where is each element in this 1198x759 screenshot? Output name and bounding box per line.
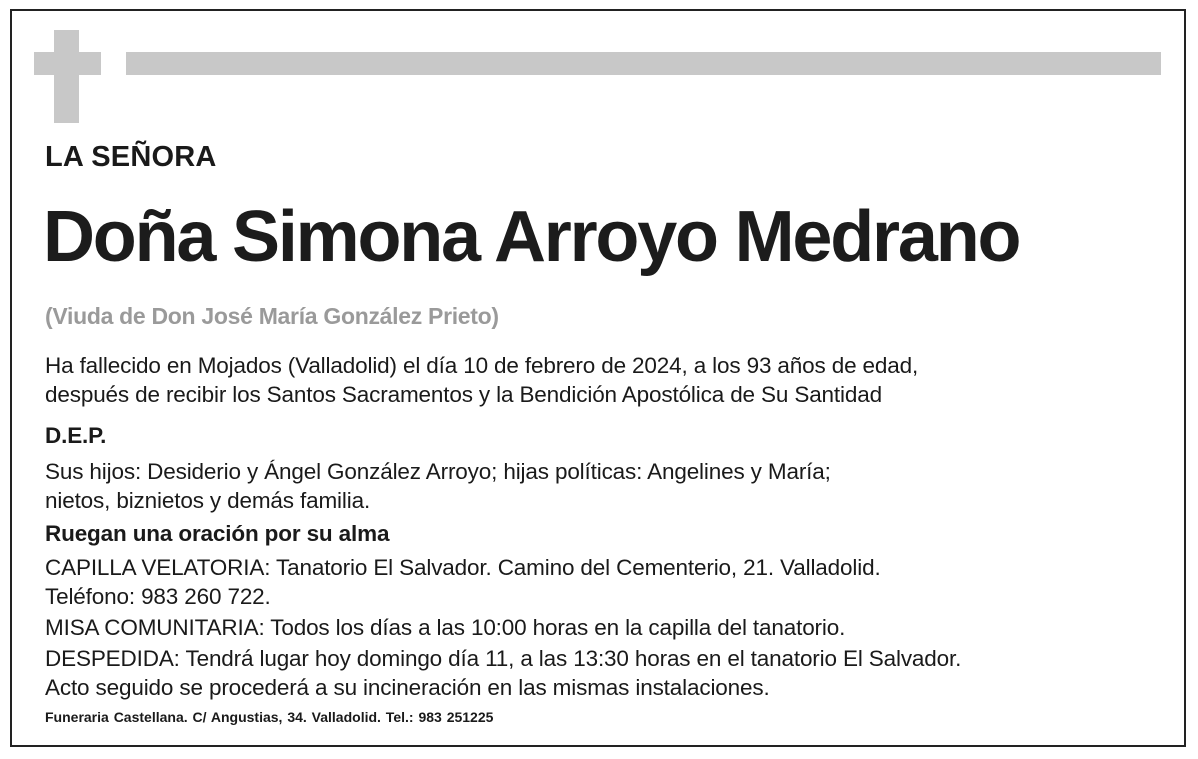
cross-horizontal-beam bbox=[34, 52, 101, 75]
prayer-request: Ruegan una oración por su alma bbox=[45, 521, 390, 546]
header-divider-bar bbox=[126, 52, 1161, 75]
death-notice-line-1: Ha fallecido en Mojados (Valladolid) el día 10 de febrero de 2024, a los 93 años de edad, bbox=[45, 353, 919, 378]
farewell-line-1: DESPEDIDA: Tendrá lugar hoy domingo día 11, a las 13:30 horas en el tanatorio El Salvador. bbox=[45, 646, 962, 671]
deceased-name: Doña Simona Arroyo Medrano bbox=[43, 197, 1020, 277]
cross-vertical-beam bbox=[54, 30, 79, 123]
family-line-2: nietos, biznietos y demás familia. bbox=[45, 488, 371, 513]
death-notice-line-2: después de recibir los Santos Sacramentos y la Bendición Apostólica de Su Santidad bbox=[45, 382, 882, 407]
honorific-title: LA SEÑORA bbox=[45, 141, 217, 173]
chapel-line-1: CAPILLA VELATORIA: Tanatorio El Salvador. Camino del Cementerio, 21. Valladolid. bbox=[45, 555, 881, 580]
mass-info: MISA COMUNITARIA: Todos los días a las 10:00 horas en la capilla del tanatorio. bbox=[45, 615, 846, 640]
chapel-phone: Teléfono: 983 260 722. bbox=[45, 584, 271, 609]
funeral-home-footer: Funeraria Castellana. C/ Angustias, 34. Valladolid. Tel.: 983 251225 bbox=[45, 709, 494, 725]
farewell-line-2: Acto seguido se procederá a su incineración en las mismas instalaciones. bbox=[45, 675, 770, 700]
widow-subtitle: (Viuda de Don José María González Prieto) bbox=[45, 303, 499, 329]
family-line-1: Sus hijos: Desiderio y Ángel González Arroyo; hijas políticas: Angelines y María; bbox=[45, 459, 831, 484]
rip-text: D.E.P. bbox=[45, 423, 107, 448]
